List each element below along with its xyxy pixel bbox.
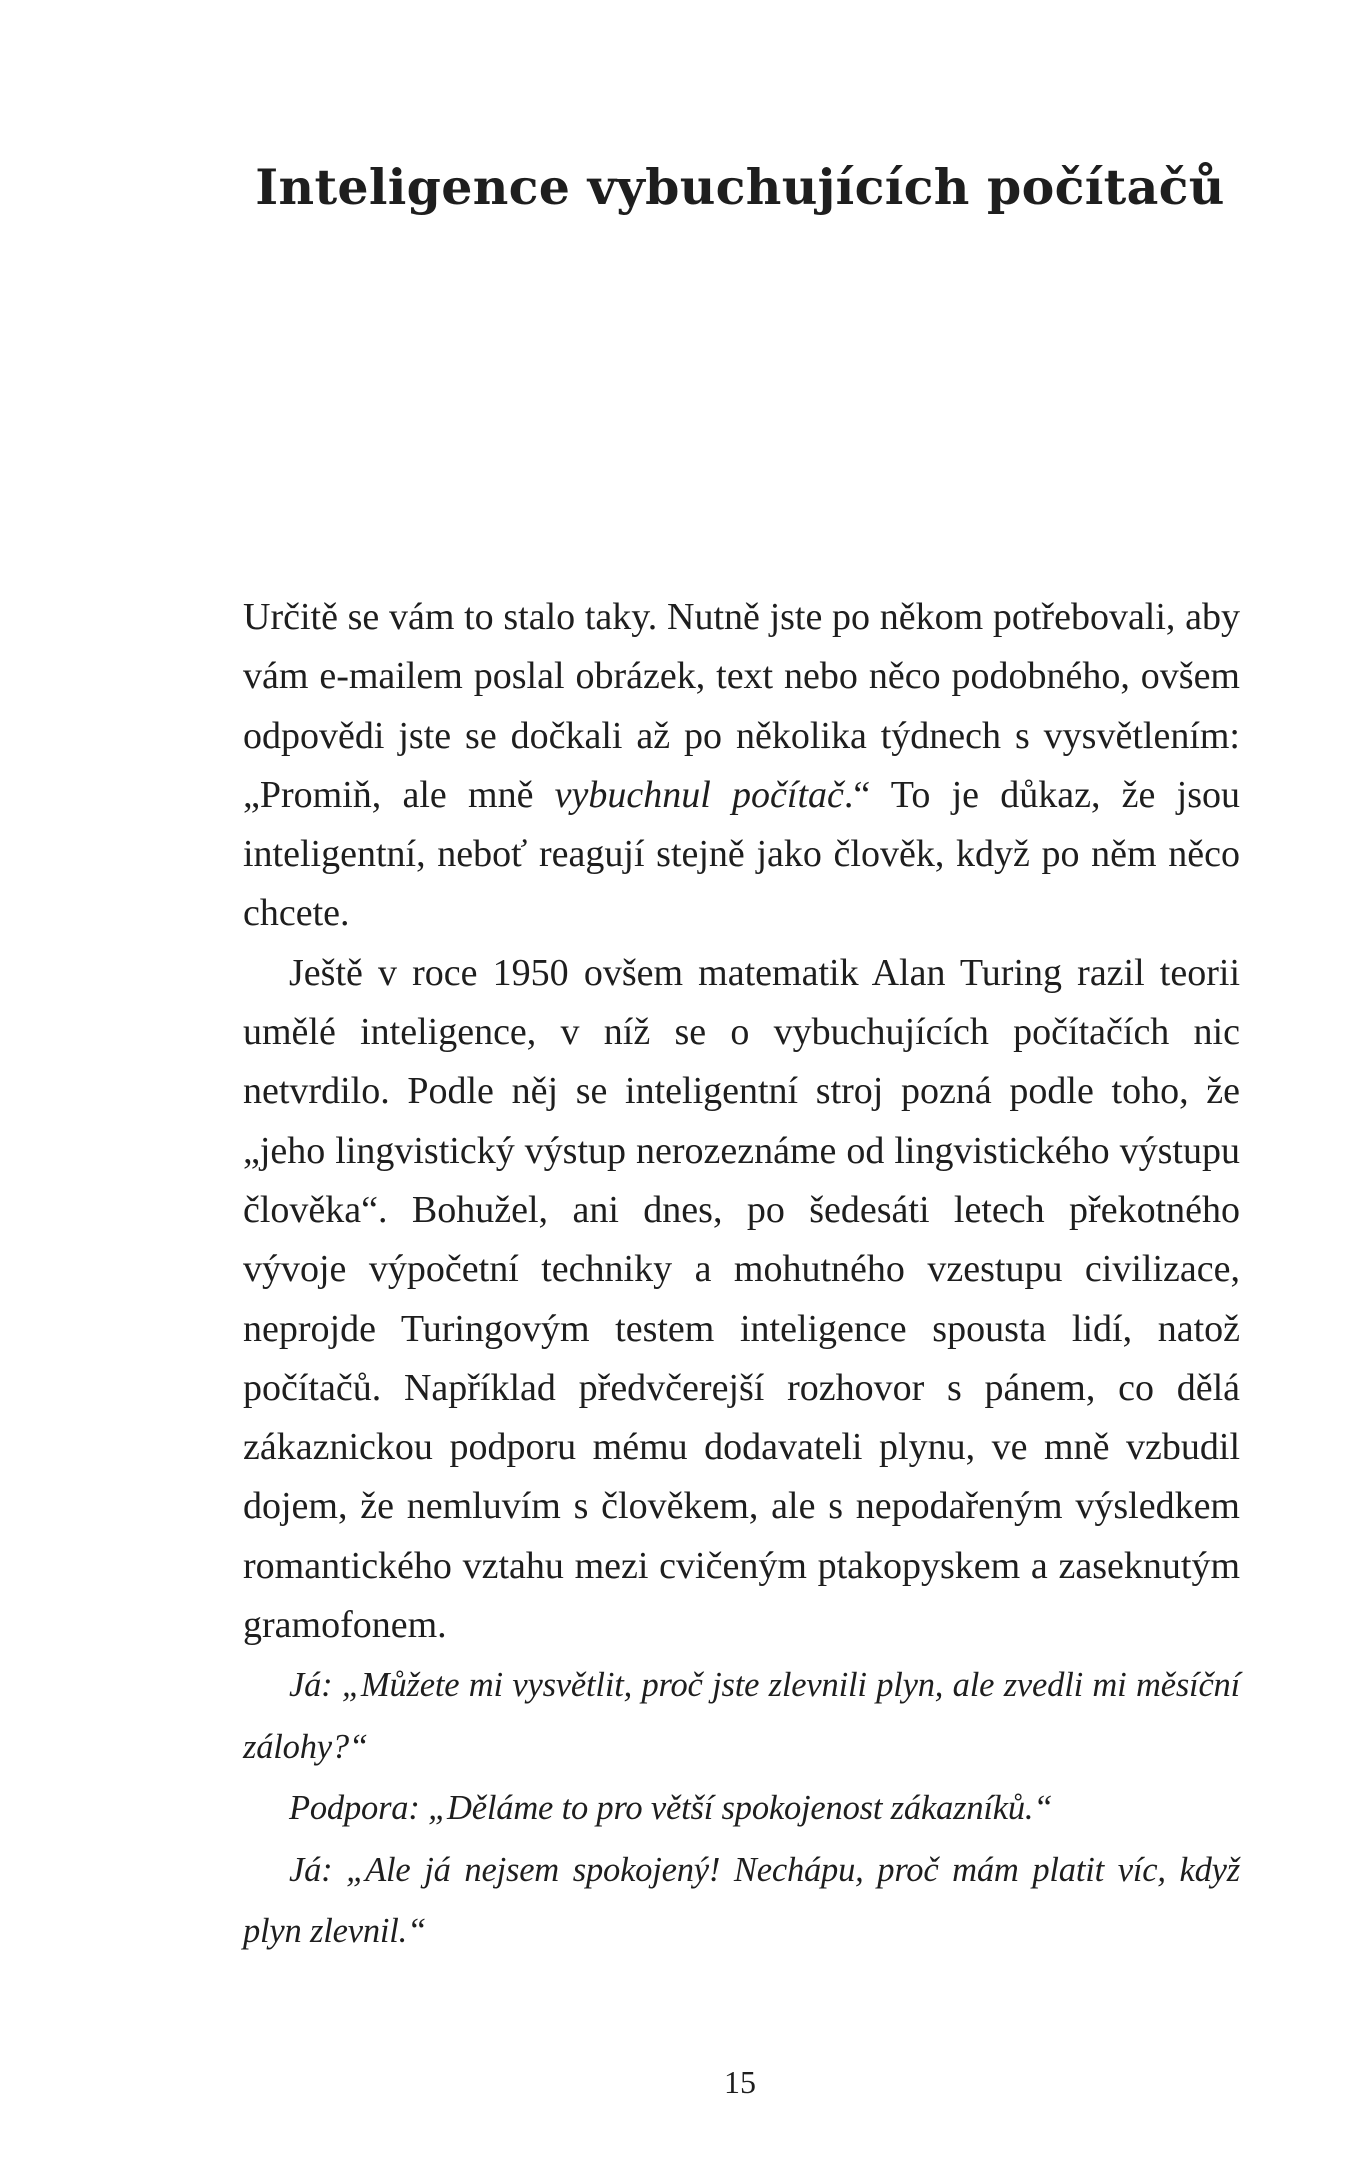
paragraph-1 — [243, 588, 1240, 944]
paragraph-1-text-a: Určitě se vám to stalo taky. Nutně jste po někom potřebovali, aby vám e-mailem poslal obrázek, text nebo něco podobného, ovšem odpovědi jste se dočkali až po několika týdnech s vysvětlením: „Promiň, ale mně — [243, 596, 1240, 816]
dialog-line-1: Já: „Můžete mi vysvětlit, proč jste zlevnili plyn, ale zvedli mi měsíční zálohy?“ — [243, 1666, 1240, 1766]
body-text — [243, 588, 1240, 1963]
chapter-title: Inteligence vybuchujících počítačů — [255, 158, 1225, 216]
paragraph-2: Ještě v roce 1950 ovšem matematik Alan Turing razil teorii umělé inteligence, v níž se o vybuchujících počítačích nic netvrdilo. Podle něj se inteligentní stroj pozná podle toho, že „jeho lingvistický výstup nerozeznáme od lingvistického výstupu člověka“. Bohužel, ani dnes, po šedesáti letech překotného vývoje výpočetní techniky a mohutného vzestupu civilizace, neprojde Turingovým testem inteligence spousta lidí, natož počítačů. Například předvčerejší rozhovor s pánem, co dělá zákaznickou podporu mému dodavateli plynu, ve mně vzbudil dojem, že nemluvím s člověkem, ale s nepodařeným výsledkem romantického vztahu mezi cvičeným ptakopyskem a zaseknutým gramofonem. — [243, 951, 1240, 1647]
paragraph-1-text-b: .“ To je důkaz, že jsou inteligentní, neboť reagují stejně jako člověk, když po něm něco chcete. — [243, 773, 1240, 935]
paragraph-1-emphasis: vybuchnul počítač — [554, 773, 844, 816]
dialog-line-3: Já: „Ale já nejsem spokojený! Nechápu, proč mám platit víc, když plyn zlevnil.“ — [243, 1850, 1240, 1951]
dialog-line-2: Podpora: „Děláme to pro větší spokojenost zákazníků.“ — [289, 1789, 1053, 1828]
page-number: 15 — [724, 2064, 756, 2100]
